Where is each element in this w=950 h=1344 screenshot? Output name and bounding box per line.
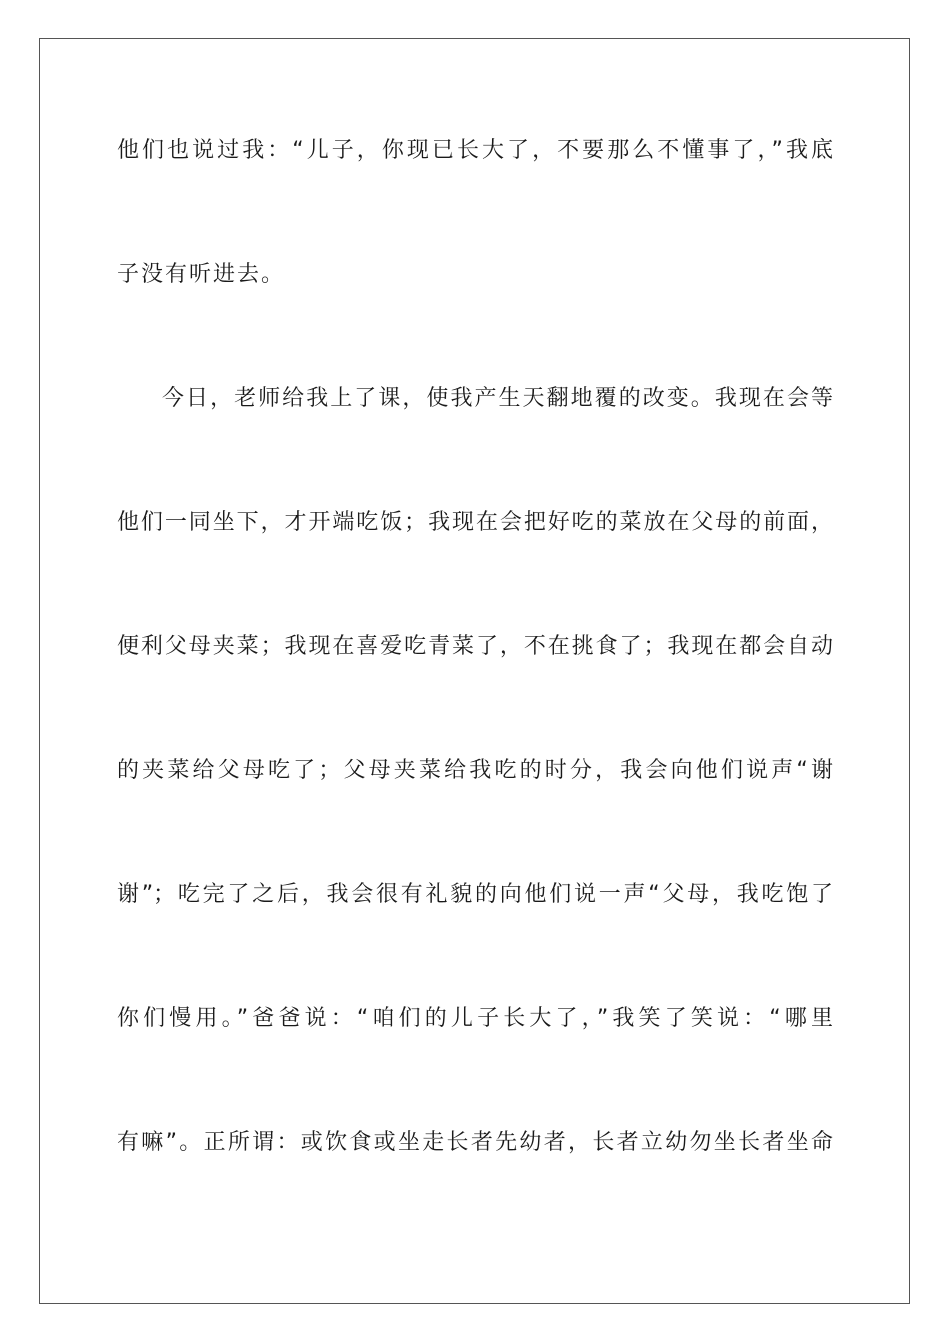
- text-line-2: 子没有听进去。: [117, 262, 286, 287]
- text-line-9: 有嘛”。正所谓：或饮食或坐走长者先幼者，长者立幼勿坐长者坐命: [117, 1130, 833, 1155]
- text-line-1: 他们也说过我：“儿子，你现已长大了，不要那么不懂事了，”我底: [117, 138, 833, 163]
- page-border: [39, 38, 910, 1304]
- text-line-5: 便利父母夹菜；我现在喜爱吃青菜了，不在挑食了；我现在都会自动: [117, 634, 833, 659]
- text-line-4: 他们一同坐下，才开端吃饭；我现在会把好吃的菜放在父母的前面，: [117, 510, 833, 535]
- text-line-8: 你们慢用。”爸爸说：“咱们的儿子长大了，”我笑了笑说：“哪里: [117, 1006, 833, 1031]
- text-line-3: 今日，老师给我上了课，使我产生天翻地覆的改变。我现在会等: [162, 386, 833, 411]
- text-line-7: 谢”；吃完了之后，我会很有礼貌的向他们说一声“父母，我吃饱了: [117, 882, 833, 907]
- text-line-6: 的夹菜给父母吃了；父母夹菜给我吃的时分，我会向他们说声“谢: [117, 758, 833, 783]
